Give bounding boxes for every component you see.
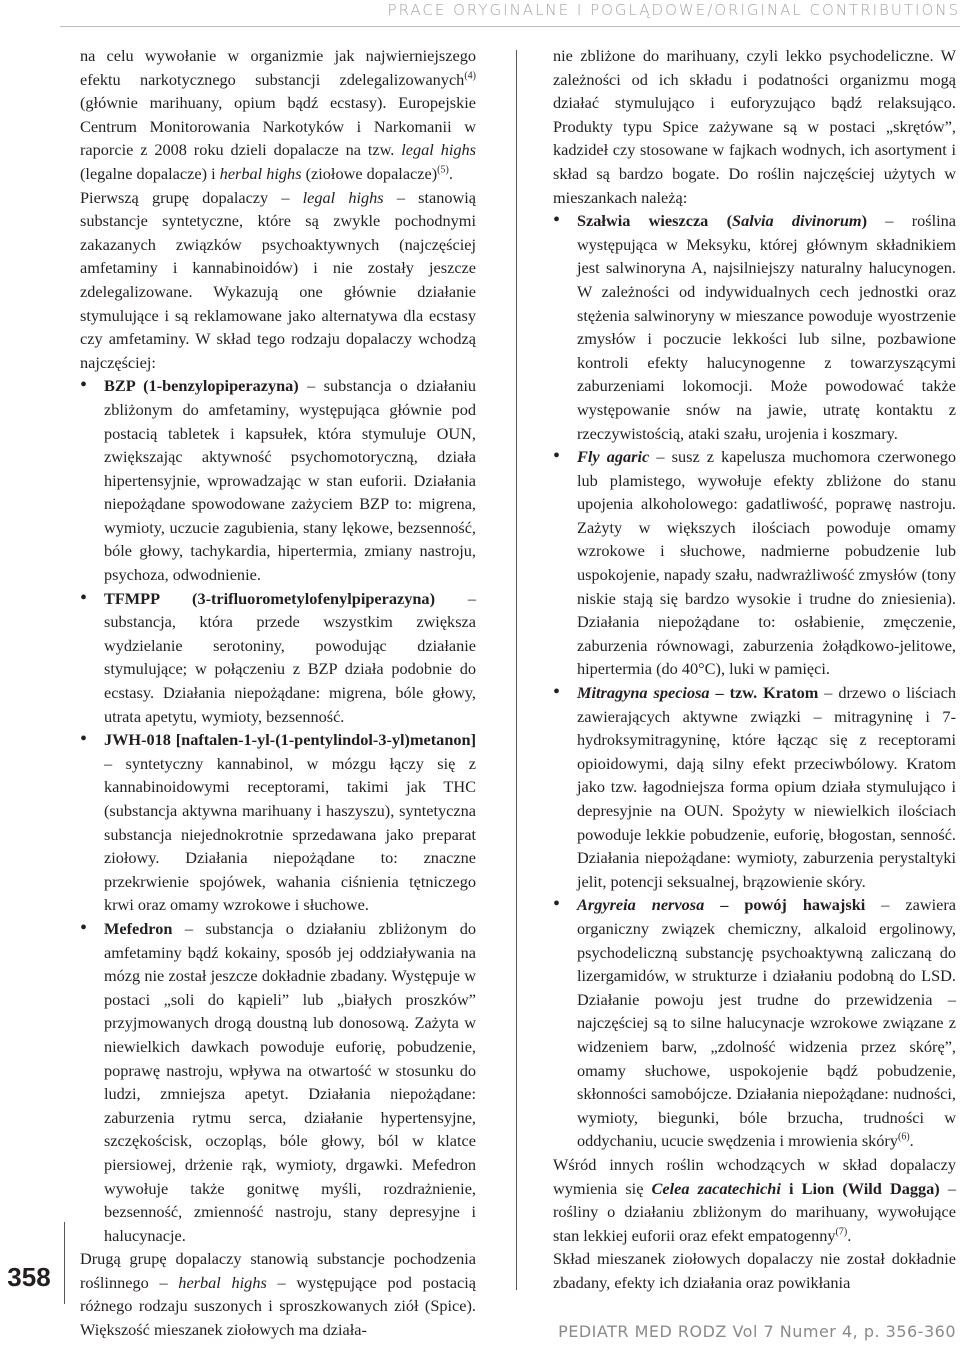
citation-ref: (7) [835,1226,848,1238]
left-column [80,44,476,1342]
term-herbal-highs: herbal highs [178,1272,267,1292]
list-item [553,209,956,445]
item-latin-name: Fly agaric [577,447,650,467]
text-run: (głównie marihuany, opium bądź ecstasy). Europejskie Centrum Monitorowania Narkotyków i Narkomanii w raporcie z 2008 roku dzieli dopalacze na tzw. [80,93,476,160]
text-run: . [847,1225,852,1245]
item-text: – drzewo o liściach zawierających aktywne związki – mitragyninę i 7-hydroksymitragyninę, które łącząc się z receptorami opioidowymi, dają silny efekt przeciwbólowy. Kratom jako tzw. łagodniejsza forma opium działa stymulująco i depresyjnie na OUN. Spożyty w niewielkich ilościach powoduje lekkie pobudzenie, euforię, błogostan, senność. Działania niepożądane: wymioty, zaburzenia perystaltyki jelit, potencji seksualnej, brązowienie skóry. [577,683,956,891]
item-name: Mefedron [104,918,173,938]
item-text: – susz z kapelusza muchomora czerwonego lub plamistego, wywołuje efekty zbliżone do stanu upojenia alkoholowego: gadatliwość, poprawę nastroju. Zażyty w większych ilościach powoduje omamy wzrokowe i słuchowe, nadmierne pobudzenie lub uspokojenie, napady szału, nadwrażliwość zmysłów (tony niskie stają się bardzo wysokie i trudne do zniesienia). Działania niepożądane to: osłabienie, zmęczenie, zaburzenia równowagi, zaburzenia żołądkowo-jelitowe, hipertermia (do 40°C), luki w pamięci. [577,447,956,679]
text-run: na celu wywołanie w organizmie jak najwierniejszego efektu narkotycznego substancji zdelegalizowanych [80,46,476,89]
citation-ref: (5) [437,164,449,176]
header-rule [60,26,960,27]
running-header: PRACE ORYGINALNE I POGLĄDOWE/ORIGINAL CONTRIBUTIONS [387,1,960,19]
text-run: – rośliny o działaniu zbliżonym do marihuany, wywołujące stan lekkiej euforii oraz efekt empatogenny [553,1178,957,1245]
paragraph: nie zbliżone do marihuany, czyli lekko psychodeliczne. W zależności od ich składu i podatności organizmu mogą działać stymulująco i euforyzująco bądź relaksująco. Produkty typu Spice zażywane są w postaci „skrętów”, kadzideł czy stosowane w fajkach wodnych, ich asortyment i skład są bardzo bogate. Do roślin najczęściej użytych w mieszankach należą: [553,46,956,207]
item-name: BZP (1-benzylopiperazyna) [104,376,299,396]
list-item [80,917,476,1247]
list-item [80,728,476,917]
list-item [553,681,956,893]
item-name: – tzw. Kratom [709,683,819,703]
item-text: – substancja, która przede wszystkim zwiększa wydzielanie serotoniny, powodując działanie stymulujące; w połączeniu z BZP działa podobnie do ecstasy. Działania niepożądane: migrena, bóle głowy, utrata apetytu, wymioty, bezsenność. [104,588,476,726]
page-number-rule [64,1222,65,1304]
text-run: . [909,1131,914,1151]
paragraph: Skład mieszanek ziołowych dopalaczy nie został dokładnie zbadany, efekty ich działania oraz powikłania [553,1249,956,1292]
paragraph [80,1247,476,1341]
list-item [80,374,476,586]
text-run: . [448,163,453,183]
text-run: Drugą grupę dopalaczy stanowią substancje pochodzenia roślinnego – [80,1249,476,1292]
term-celea: Celea zacatechichi [651,1178,781,1198]
term-lion: i Lion (Wild Dagga) [780,1178,940,1198]
item-name: ) [861,211,867,231]
text-run: – występujące pod postacią różnego rodzaju suszonych i sproszkowanych ziół (Spice). Większość mieszanek ziołowych ma działa- [80,1272,476,1340]
list-item [553,893,956,1153]
plant-list [553,209,956,1153]
text-run: (legalne dopalacze) i [80,163,220,183]
item-latin-name: Mitragyna speciosa [577,683,710,703]
item-text: – substancja o działaniu zbliżonym do amfetaminy, występująca głównie pod postacią tabletek i kapsułek, która stymuluje OUN, zwiększając aktywność psychomotoryczną, działa hipertensyjnie, wprowadzając w stan euforii. Działania niepożądane spowodowane zażyciem BZP to: migrena, wymioty, uczucie zagubienia, stany lękowe, bezsenność, bóle głowy, tachykardia, hipertermia, zmiany nastroju, psychoza, odwodnienie. [104,376,476,585]
paragraph [80,44,476,186]
item-text: – substancja o działaniu zbliżonym do amfetaminy bądź kokainy, sposób jej oddziaływania na mózg nie został jeszcze dokładnie zbadany. Występuje w postaci „soli do kąpieli” lub „białych proszków” przyjmowanych drogą doustną lub donosową. Zażyta w niewielkich dawkach powoduje euforię, pobudzenie, poprawę nastroju, wpływa na otwartość w stosunku do ludzi, zmniejsza apetyt. Działania niepożądane: zaburzenia rytmu serca, działanie hypertensyjne, szczękościsk, oczopląs, bóle głowy, ból w klatce piersiowej, drżenie rąk, wymioty, drgawki. Mefedron wywołuje także gonitwę myśli, rozdrażnienie, bezsenność, zmienność nastroju, stany depresyjne i halucynacje. [104,918,476,1245]
right-column [553,44,956,1294]
term-legal-highs: legal highs [401,140,476,160]
item-name: JWH-018 [naftalen-1-yl-(1-pentylindol-3-yl)metanon] [104,730,476,750]
item-name: – powój hawajski [704,895,866,915]
text-run: Wśród innych roślin wchodzących w skład dopalaczy wymienia się [553,1154,956,1198]
item-text: – syntetyczny kannabinol, w mózgu łączy się z kannabinoidowymi receptorami, takimi jak THC (substancja aktywna marihuany i haszyszu), syntetyczna substancja niejednokrotnie sprzedawana jako preparat ziołowy. Działania niepożądane to: znaczne przekrwienie spojówek, wahania ciśnienia tętniczego krwi oraz omamy wzrokowe i słuchowe. [104,753,476,915]
item-latin-name: Salvia divinorum [732,211,862,231]
paragraph [80,186,476,375]
footer-citation: PEDIATR MED RODZ Vol 7 Numer 4, p. 356-360 [558,1322,956,1341]
list-item [80,587,476,729]
item-text: – zawiera organiczny związek chemiczny, alkaloid ergolinowy, psychodeliczną substancję psychoaktywną zaliczaną do lizergamidów, w strukturze i działaniu podobną do LSD. Działanie powoju jest trudne do przewidzenia – najczęściej są to silne halucynacje wzrokowe związane z widzeniem barw, „zdolność widzenia przez skórę”, omamy słuchowe, uspokojenie bądź pobudzenie, skłonności samobójcze. Działania niepożądane: nudności, wymioty, biegunki, bóle brzucha, trudności w oddychaniu, ucucie swędzenia i mrowienia skóry [577,895,956,1151]
column-divider [516,50,517,1290]
item-name: Szałwia wieszcza ( [577,211,733,231]
citation-ref: (4) [464,70,476,82]
item-text: – roślina występująca w Meksyku, której głównym składnikiem jest salwinoryna A, najsilniejszy naturalny halucynogen. W zależności od indywidualnych cech jednostki oraz stężenia salwinoryny w mieszance powoduje wyostrzenie zmysłów i poczucie lekkości lub silne, pozbawione kontroli efekty halucynogenne z towarzyszącymi zaburzeniami lokomocji. Może powodować także występowanie snów na jawie, utratę kontaktu z rzeczywistością, ataki szału, urojenia i koszmary. [577,211,957,443]
text-run: (ziołowe dopalacze) [301,163,438,183]
substance-list [80,374,476,1247]
term-legal-highs: legal highs [302,187,384,207]
page-number: 358 [7,1262,51,1292]
term-herbal-highs: herbal highs [219,163,302,183]
paragraph [553,1153,956,1247]
item-name: TFMPP (3-trifluorometylofenylpiperazyna) [104,588,435,608]
citation-ref: (6) [898,1131,910,1143]
list-item [553,445,956,681]
text-run: Pierwszą grupę dopalaczy – [80,187,303,207]
item-latin-name: Argyreia nervosa [577,895,705,915]
text-run: – stanowią substancje syntetyczne, które są zwykle pochodnymi zakazanych związków psychoaktywnych (najczęściej amfetaminy i kannabinoidów) i nie zostały jeszcze zdelegalizowane. Wykazują one głównie działanie stymulujące i są reklamowane jako alternatywa dla ecstasy czy amfetaminy. W skład tego rodzaju dopalaczy wchodzą najczęściej: [80,187,477,372]
